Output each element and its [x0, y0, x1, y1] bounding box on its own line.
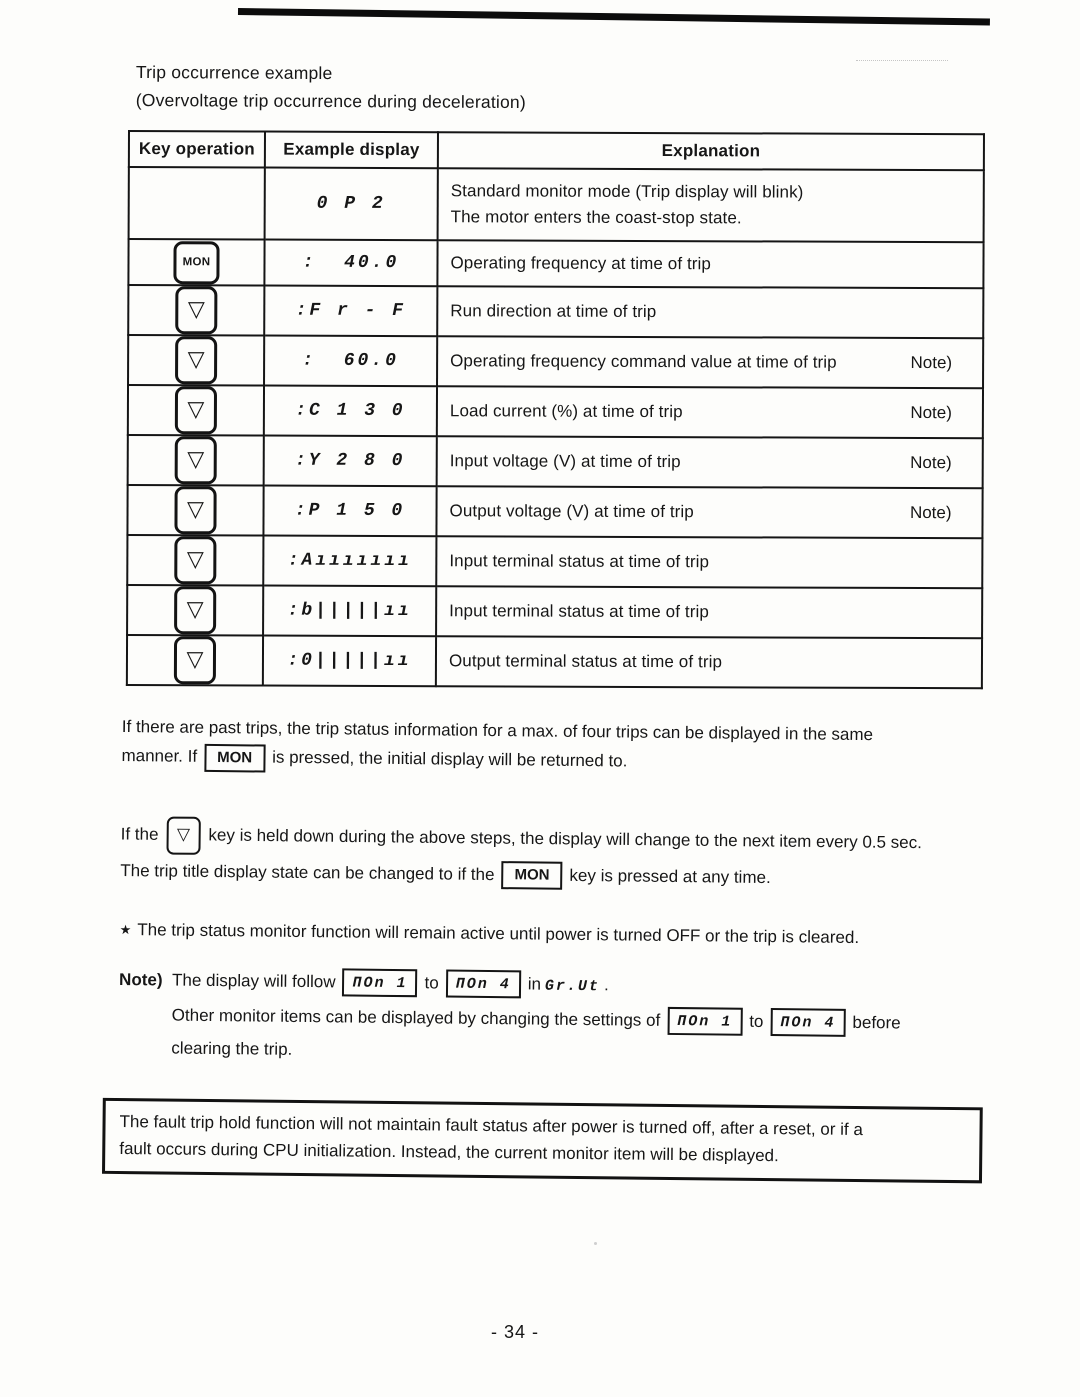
- mon1-display-box: [342, 968, 417, 997]
- seven-segment-display: :Aııııııı: [287, 550, 412, 572]
- seven-segment-group: Gr.Ut: [544, 977, 601, 995]
- explanation-text: Operating frequency at time of trip: [450, 253, 712, 274]
- explanation-cell: [436, 486, 982, 538]
- mon4-display-box: [446, 970, 521, 999]
- note-label: Note): [119, 969, 163, 989]
- down-arrow-icon: ▽: [187, 396, 205, 422]
- explanation-text: Load current (%) at time of trip: [449, 401, 683, 422]
- down-arrow-icon: ▽: [187, 296, 205, 322]
- down-key-inline: [166, 816, 200, 854]
- explanation-text: Run direction at time of trip: [450, 301, 657, 322]
- trip-example-table: [126, 130, 985, 689]
- paragraph-line: key is held down during the above steps, the display will change to the next item every 0.5 sec.: [208, 824, 923, 852]
- table-row: [128, 335, 983, 388]
- key-cell: [127, 535, 263, 586]
- down-arrow-icon: ▽: [187, 446, 205, 472]
- note-text: before: [852, 1012, 901, 1032]
- table-row: [128, 385, 983, 438]
- scan-top-bar: [238, 8, 990, 25]
- explanation-cell: [437, 386, 983, 438]
- down-key-button: [175, 386, 217, 434]
- note-tag: Note): [910, 453, 952, 473]
- note-text: to: [749, 1011, 764, 1031]
- seven-segment-display: :P 1 5 0: [294, 500, 406, 522]
- table-header-row: [129, 131, 984, 170]
- mon-key-inline: [501, 861, 562, 890]
- seven-segment-display: :0|||||ıı: [287, 650, 412, 672]
- down-key-button: [175, 436, 217, 484]
- seven-segment-display: :F r - F: [295, 300, 407, 322]
- note-text: clearing the trip.: [171, 1038, 293, 1059]
- fault-trip-warning-box: [102, 1097, 983, 1183]
- down-arrow-icon: ▽: [187, 346, 205, 372]
- mon-key-label: MON: [217, 748, 253, 766]
- scan-speck: [594, 1242, 597, 1245]
- display-cell: [264, 436, 437, 487]
- key-cell: [127, 635, 263, 686]
- paragraph-line: The trip status monitor function will remain active until power is turned OFF or the trip is cleared.: [137, 919, 860, 947]
- note-tag: Note): [910, 353, 953, 373]
- key-cell: [127, 485, 263, 536]
- down-arrow-icon: ▽: [186, 646, 204, 672]
- warning-text: fault occurs during CPU initialization. Instead, the current monitor item will be displayed.: [119, 1138, 779, 1165]
- key-cell: [128, 239, 264, 286]
- paragraph-down-key: [120, 816, 1026, 897]
- table-row: [128, 435, 983, 488]
- explanation-text: Input terminal status at time of trip: [449, 551, 710, 572]
- display-cell: [263, 586, 436, 637]
- explanation-text: Output terminal status at time of trip: [448, 651, 723, 672]
- seven-segment-mon4: ΠOn 4: [455, 975, 511, 994]
- explanation-cell: [437, 286, 983, 338]
- seven-segment-display: :C 1 3 0: [295, 400, 406, 422]
- body-text: [117, 712, 1027, 1183]
- key-cell: [129, 167, 265, 240]
- seven-segment-display: :b|||||ıı: [287, 600, 412, 622]
- table-row: [128, 239, 983, 288]
- page-title: Trip occurrence example: [135, 61, 333, 84]
- down-arrow-icon: ▽: [187, 496, 205, 522]
- header-example-display: Example display: [265, 132, 438, 169]
- mon-key-button: [173, 241, 219, 284]
- display-cell: [264, 286, 437, 337]
- down-arrow-icon: ▽: [186, 596, 204, 622]
- explanation-text: Input terminal status at time of trip: [449, 601, 709, 622]
- paragraph-line: If there are past trips, the trip status information for a max. of four trips can be displayed in the same: [121, 716, 874, 745]
- warning-text: The fault trip hold function will not maintain fault status after power is turned off, after a reset, or if a: [119, 1111, 863, 1139]
- display-cell: [264, 386, 437, 437]
- explanation-text: Input voltage (V) at time of trip: [449, 451, 681, 472]
- paragraph-line: is pressed, the initial display will be returned to.: [272, 747, 628, 771]
- display-cell: [264, 240, 437, 287]
- key-cell: [127, 585, 263, 636]
- mon4-display-box: [770, 1008, 845, 1037]
- explanation-cell: [436, 586, 982, 638]
- table-row: [127, 485, 982, 538]
- note-text: to: [424, 972, 439, 992]
- down-key-button: [174, 636, 216, 684]
- paragraph-line: key is pressed at any time.: [569, 865, 771, 887]
- explanation-text: Standard monitor mode (Trip display will blink): [450, 181, 804, 202]
- display-cell: [263, 636, 436, 687]
- title-block: [136, 58, 526, 116]
- display-cell: [264, 336, 437, 387]
- display-cell: [263, 536, 436, 587]
- explanation-cell: [437, 336, 983, 388]
- mon-key-inline: [204, 743, 265, 772]
- seven-segment-mon4: ΠOn 4: [780, 1014, 836, 1032]
- mon1-display-box: [667, 1007, 742, 1036]
- seven-segment-display: : 60.0: [302, 350, 399, 372]
- explanation-cell: [438, 168, 984, 242]
- display-cell: [265, 168, 438, 241]
- mon-key-label: MON: [514, 866, 550, 884]
- note-text: .: [603, 974, 609, 994]
- table-row: [127, 585, 982, 638]
- note-text: Other monitor items can be displayed by changing the settings of: [171, 1005, 661, 1030]
- down-key-button: [175, 286, 217, 334]
- table-row: [128, 285, 983, 338]
- paragraph-line: The trip title display state can be changed to if the: [120, 860, 495, 884]
- header-key-operation: Key operation: [129, 131, 265, 168]
- down-key-button: [175, 336, 217, 384]
- explanation-text: Operating frequency command value at time of trip: [450, 351, 837, 372]
- down-arrow-icon: ▽: [186, 546, 204, 572]
- table-row: [129, 167, 984, 242]
- key-cell: [128, 335, 264, 386]
- seven-segment-mon1: ΠOn 1: [352, 974, 408, 993]
- paragraph-line: manner. If: [121, 745, 198, 766]
- explanation-cell: [436, 536, 982, 588]
- note-text: in: [527, 973, 542, 994]
- explanation-cell: [437, 240, 983, 288]
- paragraph-line: If the: [120, 823, 159, 844]
- down-key-button: [174, 586, 216, 634]
- paragraph-trip-status: [120, 920, 1025, 950]
- down-arrow-icon: ▽: [176, 824, 191, 844]
- seven-segment-mon1: ΠOn 1: [677, 1013, 733, 1031]
- seven-segment-display: 0 P 2: [316, 193, 386, 214]
- key-cell: [128, 285, 264, 336]
- mon-key-label: MON: [182, 256, 211, 269]
- note-text: The display will follow: [172, 970, 336, 991]
- note-section: [118, 963, 1024, 1074]
- header-explanation: Explanation: [438, 132, 984, 170]
- key-cell: [128, 435, 264, 486]
- note-tag: Note): [910, 403, 952, 423]
- display-cell: [263, 486, 436, 537]
- star-icon: ★: [119, 921, 132, 937]
- down-key-button: [174, 536, 216, 584]
- seven-segment-display: :Y 2 8 0: [294, 450, 406, 472]
- explanation-text-2: The motor enters the coast-stop state.: [450, 207, 742, 228]
- seven-segment-display: : 40.0: [302, 252, 400, 274]
- key-cell: [128, 385, 264, 436]
- paragraph-past-trips: [121, 712, 1027, 780]
- down-key-button: [174, 486, 216, 534]
- explanation-cell: [436, 636, 982, 688]
- page-subtitle: (Overvoltage trip occurrence during deceleration): [135, 89, 526, 113]
- table-row: [127, 635, 982, 688]
- note-tag: Note): [909, 503, 952, 523]
- explanation-text: Output voltage (V) at time of trip: [449, 501, 694, 522]
- table-row: [127, 535, 982, 588]
- page-number: - 34 -: [490, 1322, 539, 1342]
- explanation-cell: [437, 436, 983, 488]
- scan-artifact: [856, 60, 948, 61]
